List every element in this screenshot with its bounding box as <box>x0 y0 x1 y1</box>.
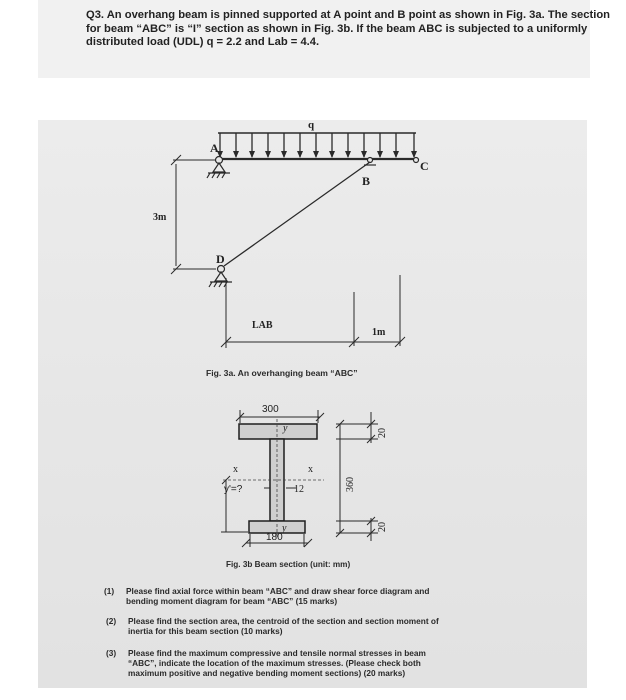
label-c: C <box>420 159 429 173</box>
fig3a-diagram <box>171 133 419 348</box>
centroid-label: y'=? <box>224 484 243 495</box>
dim-300-label: 300 <box>262 404 279 415</box>
i-section-drawing <box>223 419 324 538</box>
question-text: Q3. An overhang beam is pinned supported at A point and B point as shown in Fig. 3a. The section for beam “ABC” is “I” section as shown in Fig. 3b. If the beam ABC is subjected to a uniformly distributed load (UDL) q = 2.2 and Lab = 4.4. <box>86 9 610 48</box>
figure-photo <box>38 120 587 688</box>
task-2-line1: Please find the section area, the centroid of the section and section moment of <box>128 616 439 626</box>
task-1 <box>104 586 524 606</box>
axis-x-left-label: x <box>233 464 238 475</box>
label-d: D <box>216 252 225 266</box>
strut-bd <box>224 162 370 266</box>
label-a: A <box>210 141 219 155</box>
fig3b-caption: Fig. 3b Beam section (unit: mm) <box>226 560 351 569</box>
dim-20-top-label: 20 <box>377 428 388 438</box>
label-b: B <box>362 174 371 188</box>
axis-y-top-label: y <box>283 423 288 434</box>
task-3-number: (3) <box>106 648 117 658</box>
top-flange <box>239 424 317 439</box>
task-3-line1: Please find the maximum compressive and tensile normal stresses in beam <box>128 648 426 658</box>
web-thickness-label: 12 <box>294 484 304 495</box>
task-3-line3: maximum positive and negative bending moment sections) (20 marks) <box>128 668 406 678</box>
fig3a-caption: Fig. 3a. An overhanging beam “ABC” <box>206 368 358 378</box>
end-c <box>414 158 419 163</box>
load-q-label: q <box>308 120 315 131</box>
label-lab: LAB <box>252 320 273 331</box>
udl-arrowheads <box>217 151 417 158</box>
task-2 <box>106 616 526 636</box>
task-3-line2: “ABC”, indicate the location of the maximum stresses. (Please check both <box>128 658 421 668</box>
dim-20-bottom-label: 20 <box>377 522 388 532</box>
task-1-line1: Please find axial force within beam “ABC” and draw shear force diagram and <box>126 586 430 596</box>
task-1-number: (1) <box>104 586 115 596</box>
task-2-line2: inertia for this beam section (10 marks) <box>128 626 283 636</box>
dim-180-label: 180 <box>266 532 283 543</box>
task-1-line2: bending moment diagram for beam “ABC” (15 marks) <box>126 596 338 606</box>
label-1m: 1m <box>372 327 386 338</box>
axis-y-bottom-label: y <box>282 523 287 534</box>
dim-360-label: 360 <box>345 477 356 492</box>
task-2-number: (2) <box>106 616 117 626</box>
task-3 <box>106 648 526 678</box>
axis-x-right-label: x <box>308 464 313 475</box>
question-header <box>38 0 610 78</box>
label-3m: 3m <box>153 212 167 223</box>
